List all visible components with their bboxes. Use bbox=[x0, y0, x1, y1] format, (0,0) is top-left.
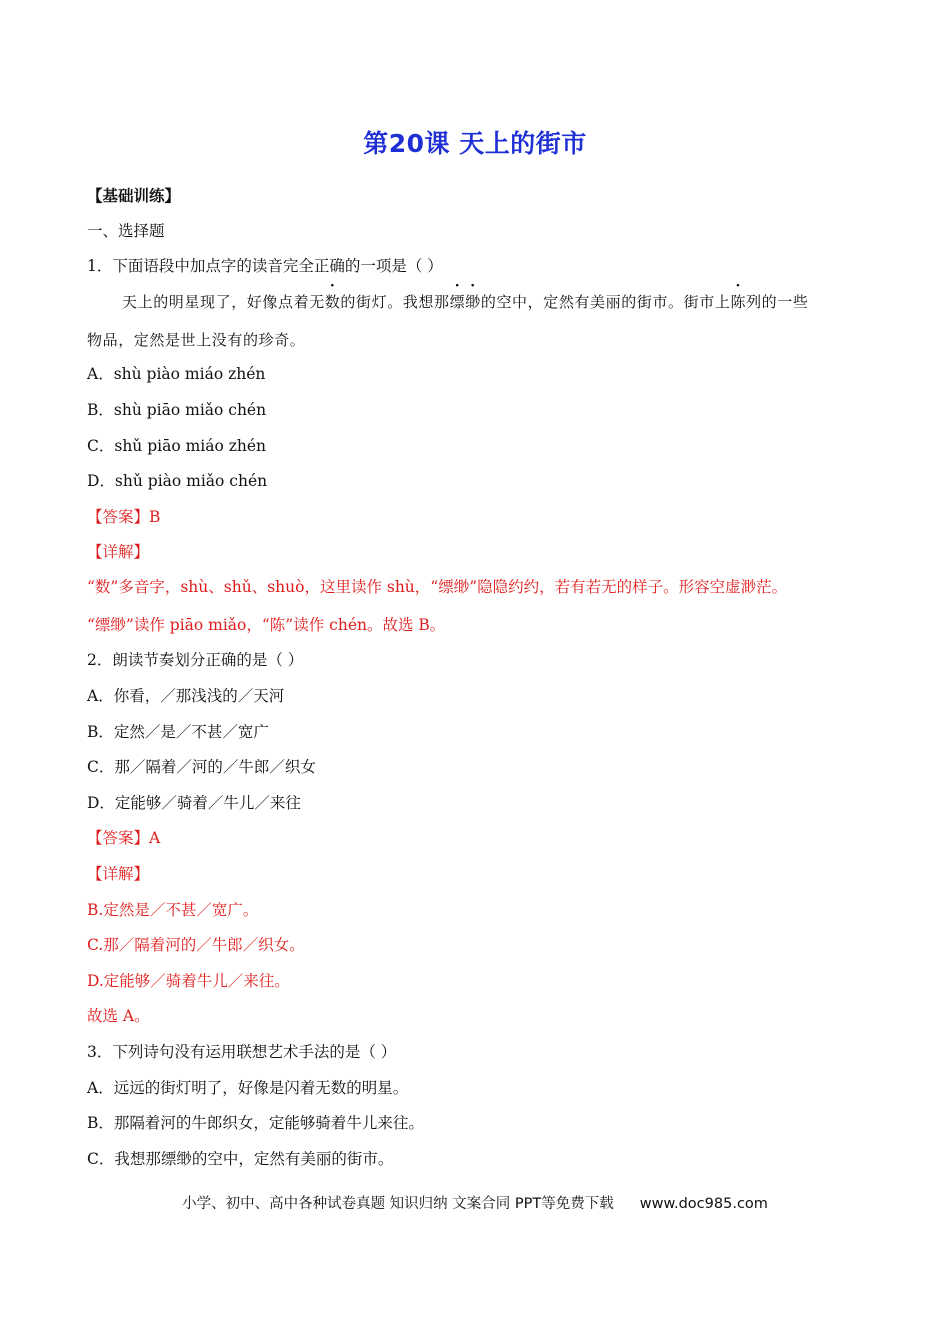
question-1-option-c: C．shǔ piāo miáo zhén bbox=[87, 437, 267, 455]
dotted-char: 陈 bbox=[730, 293, 747, 311]
question-2-option-b: B．定然／是／不甚／宽广 bbox=[87, 723, 269, 741]
question-1-detail-line1: “数”多音字，shù、shǔ、shuò，这里读作 shù，“缥缈”隐隐约约，若有若无的样子。形容空虚渺茫。 bbox=[87, 578, 788, 596]
question-1-option-a: A．shù piào miáo zhén bbox=[87, 365, 266, 383]
question-1-detail-label: 【详解】 bbox=[87, 543, 150, 561]
page-footer bbox=[0, 1192, 950, 1213]
dotted-char: 数 bbox=[324, 293, 341, 311]
question-2-option-a: A．你看，／那浅浅的／天河 bbox=[87, 687, 285, 705]
question-2-option-c: C．那／隔着／河的／牛郎／织女 bbox=[87, 758, 316, 776]
section-heading: 【基础训练】 bbox=[87, 186, 181, 205]
question-1-option-d: D．shǔ piào miǎo chén bbox=[87, 472, 268, 490]
question-2-answer: 【答案】A bbox=[87, 829, 161, 847]
footer-text: 小学、初中、高中各种试卷真题 知识归纳 文案合同 PPT等免费下载 bbox=[182, 1196, 614, 1212]
question-1-passage-line2: 物品，定然是世上没有的珍奇。 bbox=[87, 331, 306, 349]
footer-site-link[interactable]: www.doc985.com bbox=[639, 1196, 768, 1212]
question-1-detail-line2: “缥缈”读作 piāo miǎo，“陈”读作 chén。故选 B。 bbox=[87, 616, 446, 634]
question-2-conclusion: 故选 A。 bbox=[87, 1007, 150, 1025]
question-3-option-c: C．我想那缥缈的空中，定然有美丽的街市。 bbox=[87, 1150, 394, 1168]
lesson-title: 第20课 天上的街市 bbox=[363, 129, 587, 158]
dotted-char: 缈 bbox=[465, 293, 481, 311]
question-2-detail-label: 【详解】 bbox=[87, 865, 150, 883]
question-2-detail-line3: D.定能够／骑着牛儿／来往。 bbox=[87, 972, 290, 990]
question-2-stem: 2．朗读节奏划分正确的是（ ） bbox=[87, 651, 304, 669]
question-2-detail-line1: B.定然是／不甚／宽广。 bbox=[87, 901, 259, 919]
part-heading: 一、选择题 bbox=[87, 222, 165, 240]
question-1-answer: 【答案】B bbox=[87, 508, 161, 526]
question-1-passage-line1: 天上的明星现了，好像点着无数的街灯。我想那缥缈的空中，定然有美丽的街市。街市上陈列的一些 bbox=[122, 293, 809, 311]
question-1-option-b: B．shù piāo miǎo chén bbox=[87, 401, 267, 419]
dotted-char: 缥 bbox=[449, 293, 466, 311]
question-2-detail-line2: C.那／隔着河的／牛郎／织女。 bbox=[87, 936, 305, 954]
question-2-option-d: D．定能够／骑着／牛儿／来往 bbox=[87, 794, 301, 812]
question-3-option-a: A．远远的街灯明了，好像是闪着无数的明星。 bbox=[87, 1079, 409, 1097]
question-3-option-b: B．那隔着河的牛郎织女，定能够骑着牛儿来往。 bbox=[87, 1114, 424, 1132]
question-1-stem: 1．下面语段中加点字的读音完全正确的一项是（ ） bbox=[87, 257, 443, 275]
question-3-stem: 3．下列诗句没有运用联想艺术手法的是（ ） bbox=[87, 1043, 397, 1061]
